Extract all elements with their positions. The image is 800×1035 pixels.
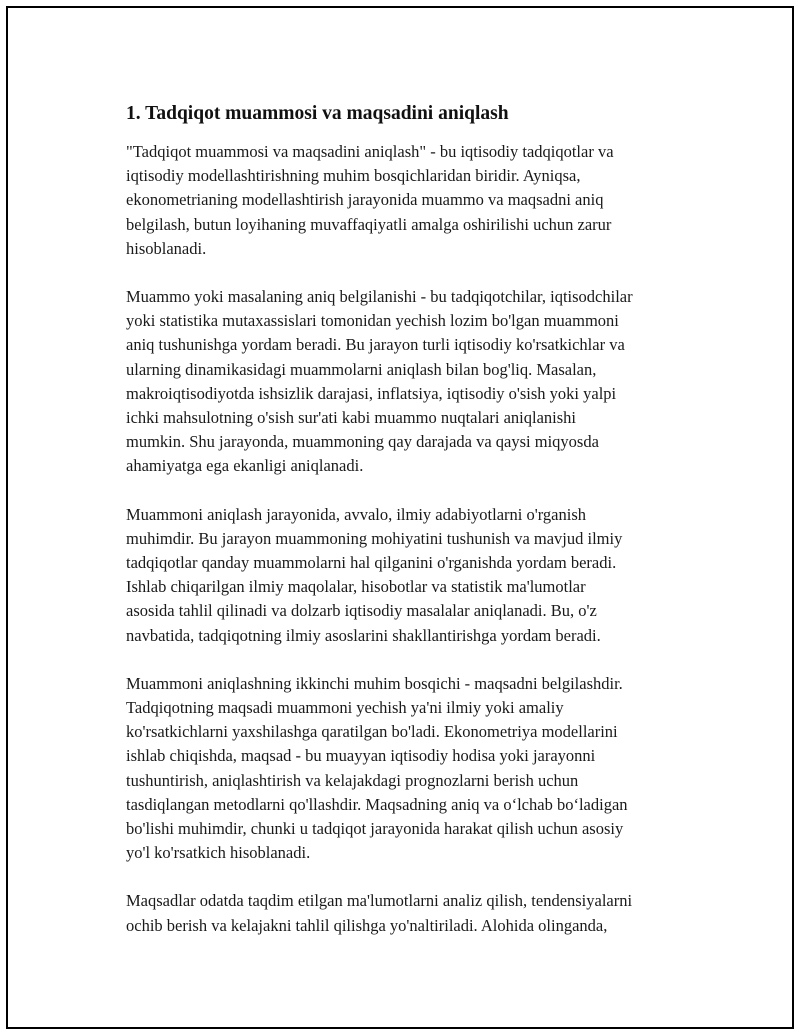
paragraph-list [126,140,706,938]
paragraph-line: belgilash, butun loyihaning muvaffaqiyatli amalga oshirilishi uchun zarur [126,214,612,234]
paragraph-line: ahamiyatga ega ekanligi aniqlanadi. [126,456,364,476]
paragraph-line: yoki statistika mutaxassislari tomonidan yechish lozim bo'lgan muammoni [126,311,619,331]
paragraph-line: Muammoni aniqlashning ikkinchi muhim bosqichi - maqsadni belgilashdir. [126,673,623,693]
paragraph-line: Tadqiqotning maqsadi muammoni yechish ya'ni ilmiy yoki amaliy [126,698,564,718]
paragraph-line: navbatida, tadqiqotning ilmiy asoslarini shakllantirishga yordam beradi. [126,625,601,645]
paragraph-line: ko'rsatkichlarni yaxshilashga qaratilgan bo'ladi. Ekonometriya modellarini [126,722,618,742]
paragraph-line: iqtisodiy modellashtirishning muhim bosqichlaridan biridir. Ayniqsa, [126,166,581,186]
paragraph-line: makroiqtisodiyotda ishsizlik darajasi, inflatsiya, iqtisodiy o'sish yoki yalpi [126,383,617,403]
paragraph-line: ekonometrianing modellashtirish jarayonida muammo va maqsadni aniq [126,190,604,210]
paragraph-line: ularning dinamikasidagi muammolarni aniqlash bilan bog'liq. Masalan, [126,359,597,379]
section-heading: 1. Tadqiqot muammosi va maqsadini aniqlash [126,103,509,124]
paragraph-line: asosida tahlil qilinadi va dolzarb iqtisodiy masalalar aniqlanadi. Bu, o'z [126,601,597,621]
paragraph-line: tasdiqlangan metodlarni qo'llashdir. Maqsadning aniq va o‘lchab bo‘ladigan [126,794,628,814]
body-paragraph [126,889,706,937]
paragraph-line: Maqsadlar odatda taqdim etilgan ma'lumotlarni analiz qilish, tendensiyalarni [126,891,633,911]
body-paragraph [126,285,706,479]
paragraph-line: yo'l ko'rsatkich hisoblanadi. [126,843,311,863]
paragraph-line: muhimdir. Bu jarayon muammoning mohiyatini tushunish va mavjud ilmiy [126,528,623,548]
document-page [6,6,794,1029]
paragraph-line: ichki mahsulotning o'sish sur'ati kabi muammo nuqtalari aniqlanishi [126,408,577,428]
document-content [126,100,706,962]
body-paragraph [126,503,706,648]
paragraph-line: "Tadqiqot muammosi va maqsadini aniqlash" - bu iqtisodiy tadqiqotlar va [126,142,614,161]
paragraph-line: hisoblanadi. [126,238,207,258]
body-paragraph [126,140,706,261]
body-paragraph [126,672,706,866]
paragraph-line: tushuntirish, aniqlashtirish va kelajakdagi prognozlarni berish uchun [126,770,579,790]
paragraph-line: bo'lishi muhimdir, chunki u tadqiqot jarayonida harakat qilish uchun asosiy [126,819,624,839]
paragraph-line: ochib berish va kelajakni tahlil qilishga yo'naltiriladi. Alohida olinganda, [126,915,608,935]
paragraph-line: aniq tushunishga yordam beradi. Bu jarayon turli iqtisodiy ko'rsatkichlar va [126,335,625,355]
paragraph-line: Ishlab chiqarilgan ilmiy maqolalar, hisobotlar va statistik ma'lumotlar [126,577,586,597]
paragraph-line: mumkin. Shu jarayonda, muammoning qay darajada va qaysi miqyosda [126,432,599,452]
paragraph-line: tadqiqotlar qanday muammolarni hal qilganini o'rganishda yordam beradi. [126,553,617,573]
paragraph-line: Muammoni aniqlash jarayonida, avvalo, ilmiy adabiyotlarni o'rganish [126,504,586,524]
paragraph-line: ishlab chiqishda, maqsad - bu muayyan iqtisodiy hodisa yoki jarayonni [126,746,596,766]
paragraph-line: Muammo yoki masalaning aniq belgilanishi - bu tadqiqotchilar, iqtisodchilar [126,287,633,307]
